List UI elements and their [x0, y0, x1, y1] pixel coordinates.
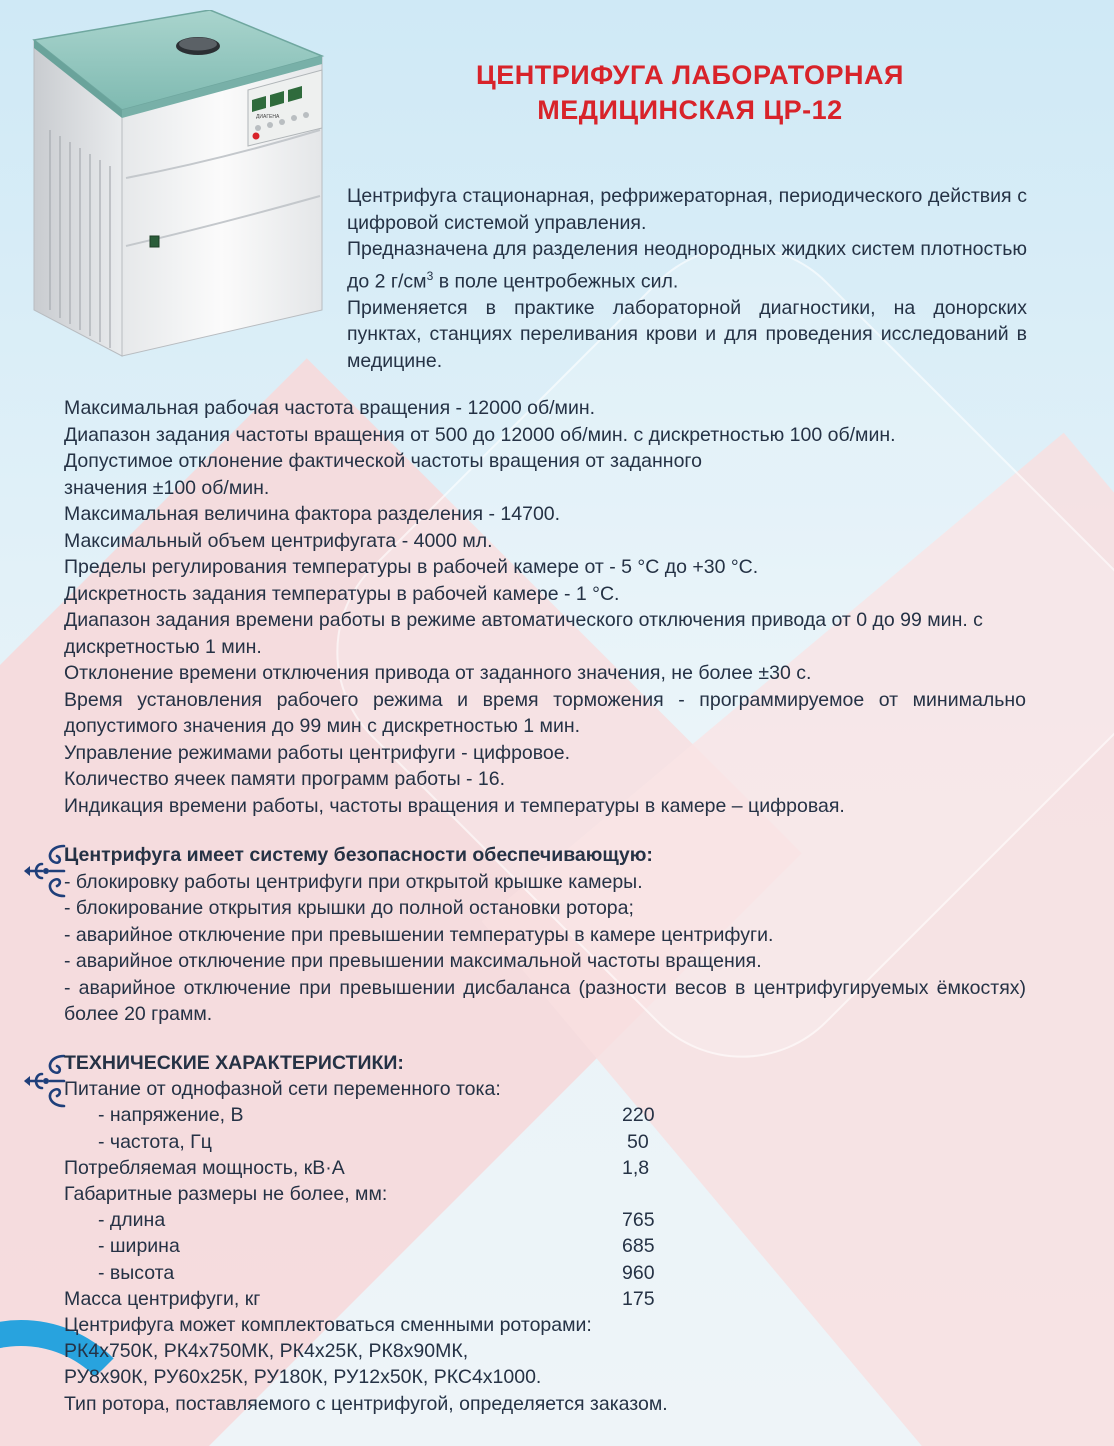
safety-section	[64, 842, 1034, 1028]
tech-height-value: 960	[622, 1261, 655, 1284]
intro-paragraph-1: Центрифуга стационарная, рефрижераторная, периодического действия с цифровой системой управления.	[347, 185, 1027, 234]
tech-width-label: - ширина	[98, 1235, 180, 1258]
tech-consumption-value: 1,8	[622, 1156, 650, 1179]
tech-length-value: 765	[622, 1209, 655, 1232]
tech-power-label: Питание от однофазной сети переменного тока:	[64, 1078, 501, 1101]
tech-rotors-line-1: РК4х750К, РК4х750МК, РК4х25К, РК8х90МК,	[64, 1340, 469, 1363]
spec-line: Диапазон задания времени работы в режиме автоматического отключения привода от 0 до 99 мин. с дискретностью 1 мин.	[64, 609, 983, 658]
tech-row-frequency	[64, 1129, 1034, 1155]
tech-height-label: - высота	[98, 1261, 175, 1284]
safety-item: - блокировку работы центрифуги при открытой крышке камеры.	[64, 870, 643, 893]
tech-rotor-note: Тип ротора, поставляемого с центрифугой, определяется заказом.	[64, 1392, 668, 1415]
page-title	[400, 58, 980, 128]
spec-line: Индикация времени работы, частоты вращения и температуры в камере – цифровая.	[64, 794, 845, 817]
ornament-icon	[20, 840, 70, 902]
tech-voltage-value: 220	[622, 1104, 655, 1127]
tech-frequency-label: - частота, Гц	[98, 1130, 212, 1153]
device-brand-label: ДИАГЕНА	[256, 114, 280, 120]
centrifuge-product-image	[30, 10, 330, 358]
spec-line: Максимальная рабочая частота вращения - 12000 об/мин.	[64, 397, 596, 419]
tech-consumption-label: Потребляемая мощность, кВ·А	[64, 1156, 345, 1179]
spec-line: Управление режимами работы центрифуги - цифровое.	[64, 741, 571, 764]
spec-line: Максимальная величина фактора разделения - 14700.	[64, 503, 561, 525]
technical-characteristics	[64, 1050, 1034, 1417]
intro-paragraph-2-superscript: 3	[426, 268, 434, 283]
safety-item: - блокирование открытия крышки до полной остановки ротора;	[64, 897, 634, 919]
spec-line: значения ±100 об/мин.	[64, 476, 270, 499]
intro-paragraph-2	[347, 236, 1027, 295]
tech-mass-label: Масса центрифуги, кг	[64, 1287, 261, 1310]
safety-item: - аварийное отключение при превышении максимальной частоты вращения.	[64, 950, 762, 972]
tech-frequency-value: 50	[627, 1130, 649, 1153]
intro-paragraph-3: Применяется в практике лабораторной диагностики, на донорских пунктах, станциях переливания крови и для проведения исследований в медицине.	[347, 296, 1027, 372]
tech-rotors-line-2: РУ8х90К, РУ60х25К, РУ180К, РУ12х50К, РКС4х1000.	[64, 1366, 542, 1389]
tech-mass-value: 175	[622, 1287, 655, 1310]
specifications-list	[64, 395, 1034, 819]
tech-row-voltage	[64, 1102, 1034, 1128]
tech-length-label: - длина	[98, 1209, 166, 1232]
safety-item: - аварийное отключение при превышении температуры в камере центрифуги.	[64, 923, 774, 946]
spec-line: Максимальный объем центрифугата - 4000 мл.	[64, 529, 493, 552]
spec-line: Дискретность задания температуры в рабочей камере - 1 °С.	[64, 582, 620, 605]
tech-dimensions-label: Габаритные размеры не более, мм:	[64, 1182, 388, 1205]
spec-line: Пределы регулирования температуры в рабочей камере от - 5 °С до +30 °С.	[64, 556, 759, 578]
tech-rotors-intro: Центрифуга может комплектоваться сменными роторами:	[64, 1313, 592, 1336]
tech-heading: ТЕХНИЧЕСКИЕ ХАРАКТЕРИСТИКИ:	[64, 1052, 404, 1074]
intro-paragraph-2-text: Предназначена для разделения неоднородных жидких систем плотностью до 2 г/см	[347, 238, 1027, 292]
spec-line: Допустимое отклонение фактической частоты вращения от заданного	[64, 450, 702, 472]
spec-line: Диапазон задания частоты вращения от 500 до 12000 об/мин. с дискретностью 100 об/мин.	[64, 423, 896, 446]
tech-row-width	[64, 1233, 1034, 1259]
intro-paragraph-2-text-end: в поле центробежных сил.	[433, 270, 679, 292]
tech-row-length	[64, 1207, 1034, 1233]
safety-heading: Центрифуга имеет систему безопасности обеспечивающую:	[64, 844, 653, 866]
spec-line: Отклонение времени отключения привода от заданного значения, не более ±30 с.	[64, 662, 812, 684]
tech-width-value: 685	[622, 1235, 655, 1258]
spec-line: Время установления рабочего режима и время торможения - программируемое от минимально допустимого значения до 99 мин с дискретностью 1 мин.	[64, 688, 1026, 737]
page-title-line-1: ЦЕНТРИФУГА ЛАБОРАТОРНАЯ	[476, 60, 904, 90]
safety-item: - аварийное отключение при превышении дисбаланса (разности весов в центрифугируемых ёмкостях) более 20 грамм.	[64, 976, 1026, 1025]
spec-line: Количество ячеек памяти программ работы - 16.	[64, 768, 506, 790]
page-title-line-2: МЕДИЦИНСКАЯ ЦР-12	[537, 95, 843, 125]
tech-voltage-label: - напряжение, В	[98, 1104, 244, 1127]
ornament-icon	[20, 1050, 70, 1112]
tech-row-height	[64, 1260, 1034, 1286]
intro-description	[347, 183, 1027, 374]
tech-row-consumption	[64, 1155, 1034, 1181]
tech-row-mass	[64, 1286, 1034, 1312]
